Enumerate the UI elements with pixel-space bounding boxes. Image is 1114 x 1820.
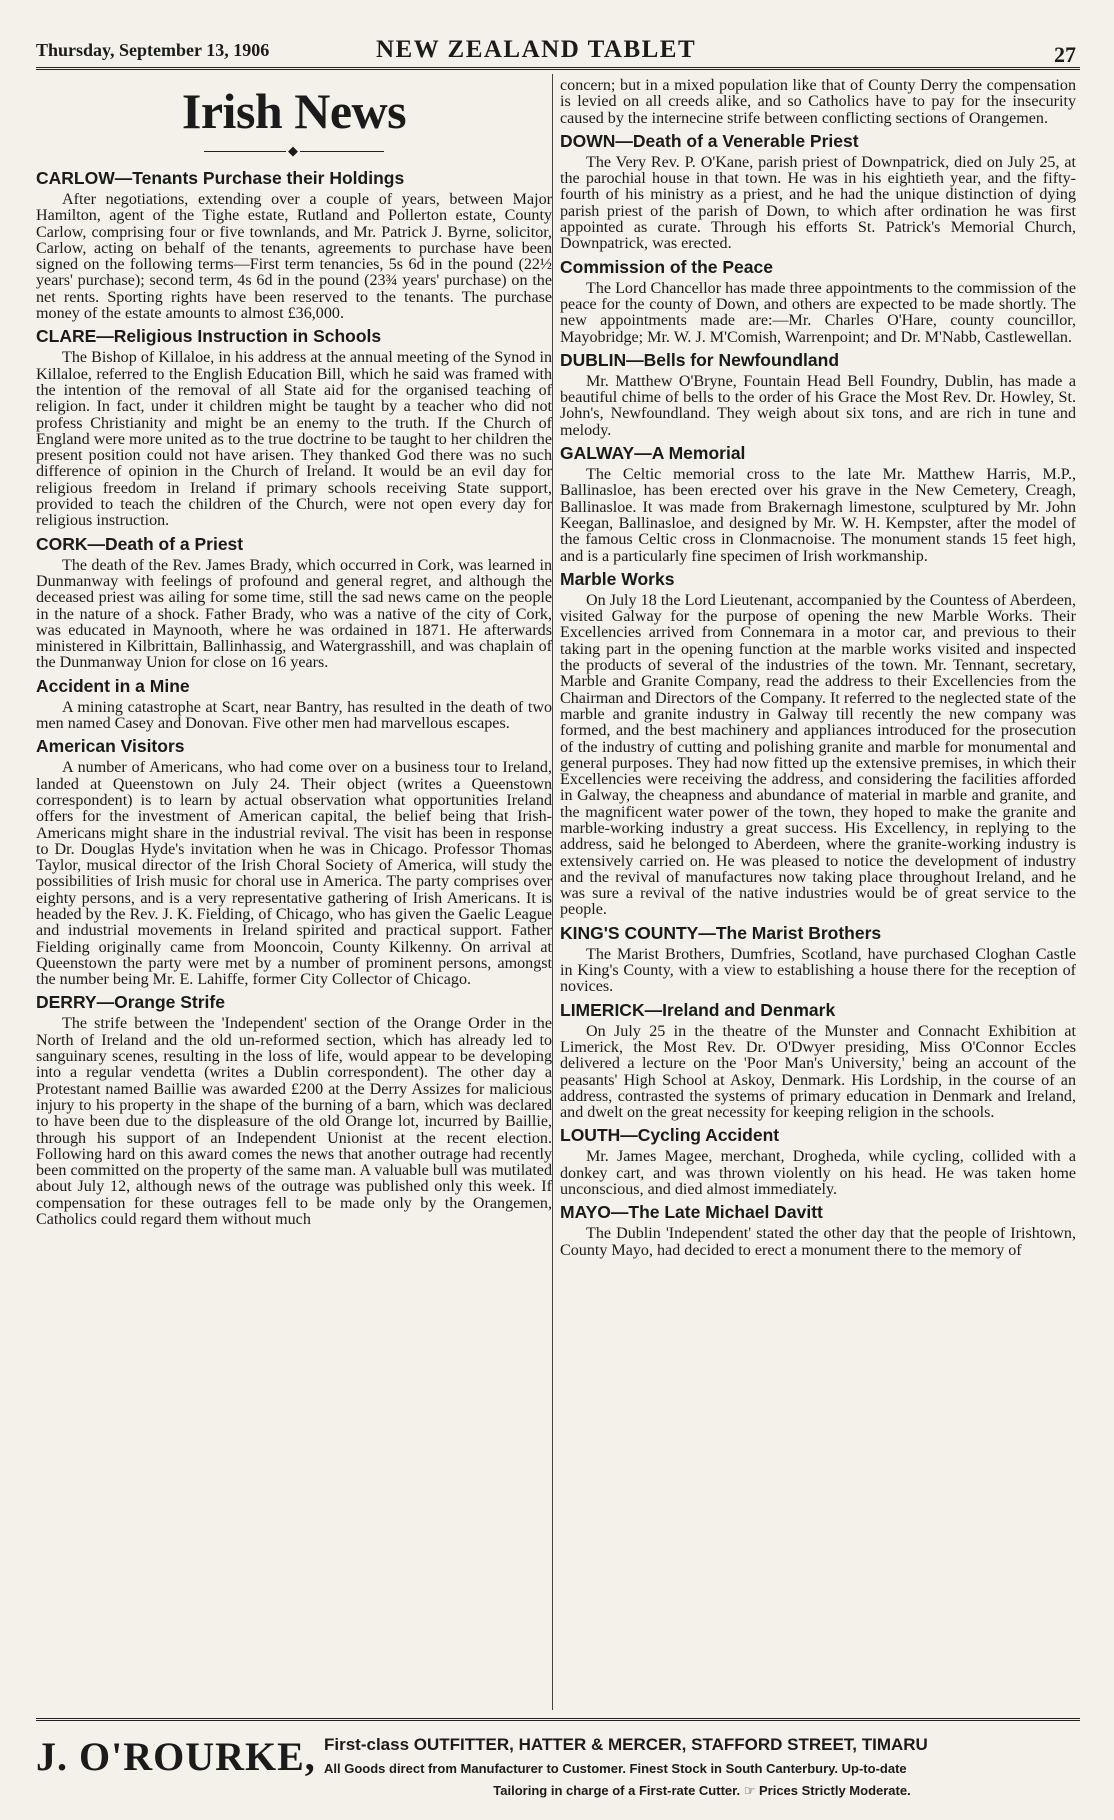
page-number: 27 <box>1054 42 1076 67</box>
issue-date: Thursday, September 13, 1906 <box>36 40 270 60</box>
article <box>560 1125 1076 1198</box>
article <box>36 676 552 733</box>
article-heading: CORK—Death of a Priest <box>36 533 244 554</box>
article-paragraph: concern; but in a mixed population like that of County Derry the compensation is levied on all creeds alike, and so Catholics have to pay for the insecurity caused by the internecine strife between conflicting sections of Orangemen. <box>560 77 1076 127</box>
left-column <box>36 78 552 1708</box>
article-heading: CLARE—Religious Instruction in Schools <box>36 326 382 347</box>
advertiser-name: J. O'ROURKE, <box>36 1734 316 1779</box>
article-paragraph: The Very Rev. P. O'Kane, parish priest of Downpatrick, died on July 25, at the parochial house in that town. He was in his eightieth year, and the fifty-fourth of his ministry as a priest, and he had the unique distinction of dying parish priest of the parish of Down, to which after ordination he was first appointed as curate. Through his efforts St. Patrick's Memorial Church, Downpatrick, was erected. <box>560 153 1076 253</box>
article-paragraph: The Bishop of Killaloe, in his address at the annual meeting of the Synod in Killaloe, referred to the English Education Bill, which he said was framed with the intention of the removal of all State aid for the organised teaching of religion. In fact, under it children might be taught by a teacher who did not profess Christianity and might be an enemy to the truth. If the Church of England were more united as to the true doctrine to be taught to her children the present position could not have arisen. They thanked God there was no such difference of opinion in the Church of Ireland. It would be an evil day for religious freedom in Ireland if primary schools receiving State support, provided to teach the children of the Church, were not open every day for religious instruction. <box>36 349 552 530</box>
article <box>560 350 1076 439</box>
article-paragraph: The death of the Rev. James Brady, which occurred in Cork, was learned in Dunmanway with feelings of profound and general regret, and although the deceased priest was ailing for some time, still the sad news came on the people in the nature of a shock. Father Brady, who was a native of the city of Cork, was educated in Maynooth, where he was ordained in 1871. He afterwards ministered in Kilbrittain, Ballinhassig, and Watergrasshill, and was chaplain of the Dunmanway Union for close on 16 years. <box>36 556 552 672</box>
article-heading: Accident in a Mine <box>36 675 190 696</box>
article-heading: DERRY—Orange Strife <box>36 992 225 1013</box>
article <box>560 1202 1076 1259</box>
article-heading: Commission of the Peace <box>560 256 773 277</box>
article-paragraph: Mr. Matthew O'Bryne, Fountain Head Bell Foundry, Dublin, has made a beautiful chime of bells to the order of his Grace the Most Rev. Dr. Howley, St. John's, Newfoundland. They weigh about six tons, and are rich in tune and melody. <box>560 372 1076 439</box>
masthead <box>36 36 1080 70</box>
article-paragraph: The Celtic memorial cross to the late Mr. Matthew Harris, M.P., Ballinasloe, has been erected over his grave in the New Cemetery, Creagh, Ballinasloe. It was made from Brakernagh limestone, sculptured by Mr. John Keegan, Ballinasloe, and designed by Mr. W. H. Kempster, after the model of the famous Celtic cross in Clonmacnoise. The monument stands 15 feet high, and is a particularly fine specimen of Irish workmanship. <box>560 466 1076 565</box>
article-heading: CARLOW—Tenants Purchase their Holdings <box>36 168 405 188</box>
article-heading: Marble Works <box>560 568 675 589</box>
article <box>560 131 1076 253</box>
article <box>36 168 552 322</box>
article <box>36 992 552 1228</box>
right-column <box>560 78 1076 1718</box>
article <box>560 1000 1076 1122</box>
article <box>36 326 552 529</box>
article-heading: American Visitors <box>36 736 185 757</box>
ad-line-3: Tailoring in charge of a First-rate Cutter. ☞ Prices Strictly Moderate. <box>493 1783 911 1798</box>
article-paragraph: Mr. James Magee, merchant, Drogheda, while cycling, collided with a donkey cart, and was thrown violently on his head. He was taken home unconscious, and died almost immediately. <box>560 1148 1076 1199</box>
article <box>560 923 1076 996</box>
article <box>36 534 552 672</box>
article-paragraph: On July 18 the Lord Lieutenant, accompanied by the Countess of Aberdeen, visited Galway for the purpose of opening the new Marble Works. Their Excellencies arrived from Connemara in a motor car, and previous to their taking part in the opening function at the marble works visited and inspected the products of several of the industries of the town. Mr. Tennant, secretary, Marble and Granite Company, read the address to their Excellencies from the Chairman and Directors of the Company. It referred to the neglected state of the marble and granite industry in Galway till recently the new company was formed, and the best machinery and appliances introduced for the prosecution of the industry of cutting and polishing granite and marble for monumental and general purposes. They had now fitted up the extensive premises, in which their Excellencies were receiving the address, and considering the facilities afforded in Galway, the cheapness and abundance of material in marble and granite, and the magnificent water power of the town, they hoped to make the granite and marble-working industry a great success. His Excellency, in replying to the address, said he belonged to Aberdeen, where the granite-working industry is extensively carried on. He was pleased to notice the development of industry and the revival of manufactures now taking place throughout Ireland, and he was sure a revival of the native industries would be of great service to the people. <box>560 591 1076 919</box>
article-continuation <box>560 78 1076 127</box>
article-heading: KING'S COUNTY—The Marist Brothers <box>560 922 882 943</box>
article-heading: DUBLIN—Bells for Newfoundland <box>560 349 840 370</box>
article-paragraph: The Dublin 'Independent' stated the other day that the people of Irishtown, County Mayo, had decided to erect a monument there to the memory of <box>560 1225 1076 1259</box>
newspaper-title: NEW ZEALAND TABLET <box>376 36 697 63</box>
advertisement-footer <box>36 1718 1080 1812</box>
ad-line-1: First-class OUTFITTER, HATTER & MERCER, STAFFORD STREET, TIMARU <box>324 1735 928 1754</box>
column-divider <box>552 74 553 1710</box>
title-ornament-divider <box>204 146 384 158</box>
article-heading: MAYO—The Late Michael Davitt <box>560 1202 823 1223</box>
article-heading: LIMERICK—Ireland and Denmark <box>560 999 836 1020</box>
article-paragraph: The strife between the 'Independent' section of the Orange Order in the North of Ireland and the old un-reformed section, which has already led to sanguinary scenes, resulting in the loss of life, would appear to be developing into a regular vendetta (writes a Dublin correspondent). The other day a Protestant named Baillie was awarded £200 at the Derry Assizes for malicious injury to his property in the shape of the burning of a barn, which was declared to have been due to the displeasure of the old Orange lot, incurred by Baillie, through his support of an Independent Unionist at the recent election. Following hard on this award comes the news that another outrage had recently been committed on the property of the same man. A valuable bull was mutilated about July 12, although news of the outrage was published only this week. If compensation for these outrages fell to be made only by the Orangemen, Catholics could regard them without much <box>36 1015 552 1229</box>
article-paragraph: After negotiations, extending over a couple of years, between Major Hamilton, agent of the Tighe estate, Rutland and Pollerton estate, County Carlow, comprising four or five townlands, and Mr. Patrick J. Byrne, solicitor, Carlow, acting on behalf of the tenants, agreements to purchase have been signed on the following terms—First term tenancies, 5s 6d in the pound (22½ years' purchase); second term, 4s 6d in the pound (23¾ years' purchase) on the net rents. Sporting rights have been reserved to the tenants. The purchase money of the estate amounts to almost £36,000. <box>36 191 552 323</box>
section-title: Irish News <box>181 83 407 139</box>
article-paragraph: A number of Americans, who had come over on a business tour to Ireland, landed at Queenstown on July 24. Their object (writes a Queenstown correspondent) is to learn by actual observation what opportunities Ireland offers for the investment of American capital, the belief being that Irish-Americans might share in the industrial revival. The visit has been in response to Dr. Douglas Hyde's invitation when he was in Chicago. Professor Thomas Taylor, musical director of the Irish Choral Society of America, will study the possibilities of Irish music for choral use in America. The party comprises over eighty persons, and is a very representative gathering of Irish Americans. It is headed by the Rev. J. K. Fielding, of Chicago, who has given the Gaelic League and industrial movements in Ireland spirited and practical support. Father Fielding originally came from Mooncoin, County Kilkenny. On arrival at Queenstown the party were met by a number of prominent persons, amongst the number being Mr. E. Lahiffe, former City Collector of Chicago. <box>36 759 552 989</box>
article-heading: DOWN—Death of a Venerable Priest <box>560 130 859 151</box>
article <box>560 443 1076 565</box>
article-paragraph: A mining catastrophe at Scart, near Bantry, has resulted in the death of two men named Casey and Donovan. Five other men had marvellous escapes. <box>36 698 552 733</box>
ad-line-2: All Goods direct from Manufacturer to Customer. Finest Stock in South Canterbury. Up-to-date <box>324 1761 907 1776</box>
article-paragraph: On July 25 in the theatre of the Munster and Connacht Exhibition at Limerick, the Most Rev. Dr. O'Dwyer presiding, Miss O'Connor Eccles delivered a lecture on the 'Poor Man's University,' being an account of the peasants' High School at Askoy, Denmark. His Lordship, in the course of an address, contrasted the systems of primary education in Denmark and Ireland, and dwelt on the great necessity for keeping religion in the schools. <box>560 1022 1076 1122</box>
article-heading: GALWAY—A Memorial <box>560 443 746 464</box>
article-heading: LOUTH—Cycling Accident <box>560 1125 780 1146</box>
article <box>560 257 1076 346</box>
article-paragraph: The Marist Brothers, Dumfries, Scotland, have purchased Cloghan Castle in King's County, with a view to establishing a house there for the reception of novices. <box>560 945 1076 996</box>
article <box>560 569 1076 919</box>
article <box>36 736 552 988</box>
article-paragraph: The Lord Chancellor has made three appointments to the commission of the peace for the county of Down, and others are expected to be made shortly. The new appointments made are:—Mr. Charles O'Hare, county councillor, Mayobridge; Mr. W. J. M'Comish, Warrenpoint; and Dr. M'Nabb, Castlewellan. <box>560 279 1076 346</box>
